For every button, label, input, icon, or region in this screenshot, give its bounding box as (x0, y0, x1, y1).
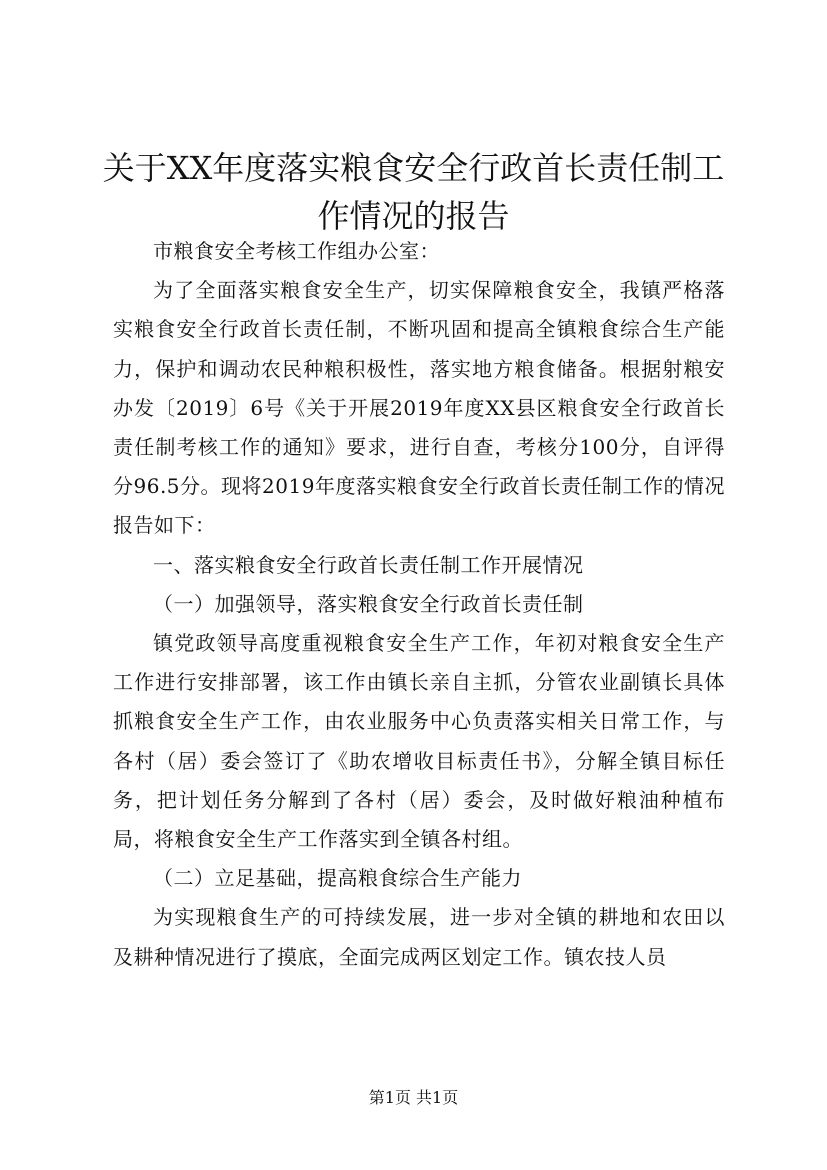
intro-paragraph: 为了全面落实粮食安全生产，切实保障粮食安全，我镇严格落实粮食安全行政首长责任制，不断巩固和提高全镇粮食综合生产能力，保护和调动农民种粮积极性，落实地方粮食储备。根据射粮安办发〔2019〕6号《关于开展2019年度XX县区粮食安全行政首长责任制考核工作的通知》要求，进行自查，考核分100分，自评得分96.5分。现将2019年度落实粮食安全行政首长责任制工作的情况报告如下： (113, 278, 725, 538)
document-title (100, 144, 727, 240)
title-line-2: 作情况的报告 (317, 197, 510, 235)
subsection-heading-1: （一）加强领导，落实粮食安全行政首长责任制 (153, 591, 584, 616)
section-heading-1: 一、落实粮食安全行政首长责任制工作开展情况 (153, 552, 584, 577)
subsection-heading-2: （二）立足基础，提高粮食综合生产能力 (153, 866, 522, 891)
document-body (113, 232, 725, 977)
body-paragraph-1: 镇党政领导高度重视粮食安全生产工作，年初对粮食安全生产工作进行安排部署，该工作由镇长亲自主抓，分管农业副镇长具体抓粮食安全生产工作，由农业服务中心负责落实相关日常工作，与各村（居）委会签订了《助农增收目标责任书》，分解全镇目标任务，把计划任务分解到了各村（居）委会，及时做好粮油种植布局，将粮食安全生产工作落实到全镇各村组。 (113, 631, 725, 852)
body-paragraph-2: 为实现粮食生产的可持续发展，进一步对全镇的耕地和农田以及耕种情况进行了摸底，全面完成两区划定工作。镇农技人员 (113, 905, 725, 969)
page-footer: 第1页 共1页 (368, 1088, 459, 1107)
salutation: 市粮食安全考核工作组办公室： (153, 239, 440, 263)
title-line-1: 关于XX年度落实粮食安全行政首长责任制工 (102, 149, 725, 187)
